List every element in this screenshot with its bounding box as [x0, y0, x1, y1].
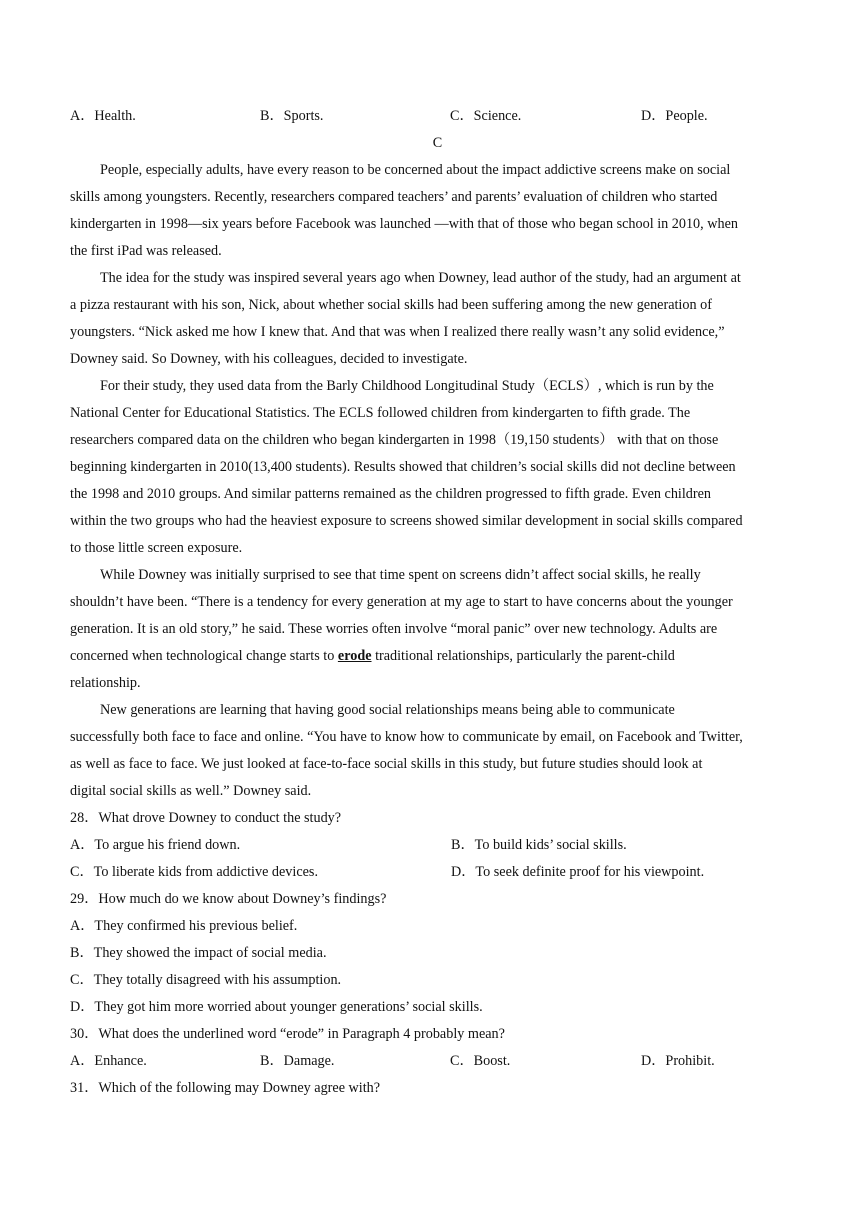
option-d[interactable]: D．They got him more worried about younger generations’ social skills.: [70, 999, 483, 1015]
prev-question-options: [70, 103, 805, 130]
option-a[interactable]: A．Enhance.: [70, 1053, 147, 1069]
section-label: C: [432, 135, 443, 151]
paragraph-line: the first iPad was released.: [70, 243, 222, 259]
underlined-word: erode: [337, 648, 372, 664]
paragraph-line: digital social skills as well.” Downey said.: [70, 783, 312, 799]
option-d[interactable]: D．Prohibit.: [641, 1053, 715, 1069]
question-29: [70, 886, 805, 1021]
paragraph-line: New generations are learning that having good social relationships means being able to communicate: [100, 702, 675, 718]
option-b[interactable]: B．To build kids’ social skills.: [451, 837, 627, 853]
option-c[interactable]: C．They totally disagreed with his assumption.: [70, 972, 342, 988]
paragraph-line: For their study, they used data from the Barly Childhood Longitudinal Study（ECLS）, which is run by the: [100, 378, 714, 394]
option-c[interactable]: C．Boost.: [450, 1053, 511, 1069]
option-b[interactable]: B．Damage.: [260, 1053, 335, 1069]
document-page: [70, 103, 805, 1102]
paragraph-line: within the two groups who had the heaviest exposure to screens showed similar development in social skills compared: [70, 513, 743, 529]
option-d[interactable]: D．To seek definite proof for his viewpoint.: [451, 864, 705, 880]
option-row: [70, 1048, 805, 1075]
option-row: [70, 859, 805, 886]
passage-paragraph-3: [70, 373, 805, 562]
paragraph-line: shouldn’t have been. “There is a tendency for every generation at my age to start to have concerns about the younger: [70, 594, 733, 610]
option-b[interactable]: B．They showed the impact of social media.: [70, 945, 327, 961]
paragraph-line: While Downey was initially surprised to see that time spent on screens didn’t affect social skills, he really: [100, 567, 701, 583]
paragraph-line: relationship.: [70, 675, 141, 691]
paragraph-line: successfully both face to face and online. “You have to know how to communicate by email, on Facebook and Twitter,: [70, 729, 743, 745]
paragraph-line: National Center for Educational Statistics. The ECLS followed children from kindergarten to fifth grade. The: [70, 405, 691, 421]
passage-paragraph-2: [70, 265, 805, 373]
paragraph-line: beginning kindergarten in 2010(13,400 students). Results showed that children’s social skills did not decline between: [70, 459, 736, 475]
option-a[interactable]: A．Health.: [70, 108, 136, 124]
passage-paragraph-5: [70, 697, 805, 805]
option-a[interactable]: A．To argue his friend down.: [70, 837, 241, 853]
question-28: [70, 805, 805, 886]
text-before-underlined-word: concerned when technological change starts to: [70, 648, 338, 664]
paragraph-line: youngsters. “Nick asked me how I knew that. And that was when I realized there really wasn’t any solid evidence,”: [70, 324, 725, 340]
paragraph-line: researchers compared data on the children who began kindergarten in 1998（19,150 students） with that on those: [70, 432, 719, 448]
paragraph-line: kindergarten in 1998—six years before Facebook was launched —with that of those who began school in 2010, when: [70, 216, 738, 232]
option-c[interactable]: C．Science.: [450, 108, 522, 124]
paragraph-line: as well as face to face. We just looked at face-to-face social skills in this study, but future studies should look at: [70, 756, 703, 772]
option-d[interactable]: D．People.: [641, 108, 708, 124]
question-30: [70, 1021, 805, 1075]
question-31: [70, 1075, 805, 1102]
question-stem: 28．What drove Downey to conduct the study?: [70, 810, 342, 826]
paragraph-line: generation. It is an old story,” he said. These worries often involve “moral panic” over new technology. Adults are: [70, 621, 718, 637]
paragraph-line: Downey said. So Downey, with his colleagues, decided to investigate.: [70, 351, 468, 367]
option-c[interactable]: C．To liberate kids from addictive devices.: [70, 864, 319, 880]
paragraph-line: the 1998 and 2010 groups. And similar patterns remained as the children progressed to fifth grade. Even children: [70, 486, 712, 502]
paragraph-line: a pizza restaurant with his son, Nick, about whether social skills had been suffering among the new generation of: [70, 297, 712, 313]
option-a[interactable]: A．They confirmed his previous belief.: [70, 918, 298, 934]
question-stem: 30．What does the underlined word “erode” in Paragraph 4 probably mean?: [70, 1026, 505, 1042]
paragraph-line: People, especially adults, have every reason to be concerned about the impact addictive screens make on social: [100, 162, 731, 178]
option-row: [70, 832, 805, 859]
passage-paragraph-1: [70, 157, 805, 265]
paragraph-line: [70, 643, 805, 670]
paragraph-line: The idea for the study was inspired several years ago when Downey, lead author of the study, had an argument at: [100, 270, 741, 286]
text-after-underlined-word: traditional relationships, particularly the parent-child: [371, 648, 675, 664]
option-b[interactable]: B．Sports.: [260, 108, 324, 124]
question-stem: 31．Which of the following may Downey agree with?: [70, 1080, 381, 1096]
question-stem: 29．How much do we know about Downey’s findings?: [70, 891, 387, 907]
paragraph-line: to those little screen exposure.: [70, 540, 243, 556]
passage-paragraph-4: [70, 562, 805, 697]
paragraph-line: skills among youngsters. Recently, researchers compared teachers’ and parents’ evaluation of children who started: [70, 189, 718, 205]
